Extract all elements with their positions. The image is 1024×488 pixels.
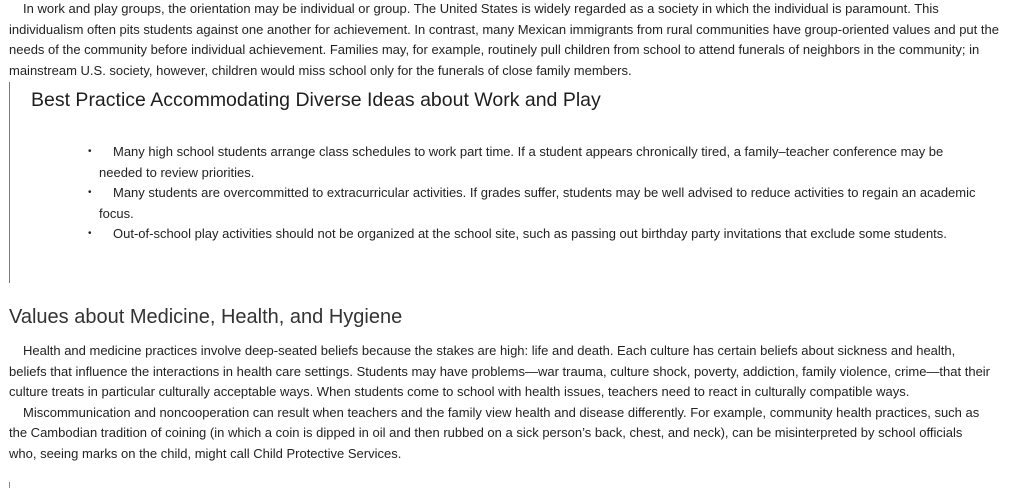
list-item-text: Many students are overcommitted to extracurricular activities. If grades suffer, students may be well advised to reduce activities to regain an academic focus. xyxy=(99,185,976,221)
list-item-text: Many high school students arrange class schedules to work part time. If a student appears chronically tired, a family–teacher conference may be needed to review priorities. xyxy=(99,144,944,180)
intro-paragraph: In work and play groups, the orientation may be individual or group. The United States is widely regarded as a society in which the individual is paramount. This individualism often pits students against one another for achievement. In contrast, many Mexican immigrants from rural communities have group-oriented values and put the needs of the community before individual achievement. Families may, for example, routinely pull children from school to attend funerals of neighbors in the community; in mainstream U.S. society, however, children would miss school only for the funerals of close family members. xyxy=(9,1,999,78)
section-body xyxy=(0,341,1004,464)
bullet-icon: • xyxy=(88,146,92,157)
list-item-text: Out-of-school play activities should not be organized at the school site, such as passing out birthday party invitations that exclude some students. xyxy=(113,226,947,241)
best-practice-callout xyxy=(9,82,1000,283)
list-item xyxy=(88,183,984,224)
section-paragraph: Health and medicine practices involve deep-seated beliefs because the stakes are high: life and death. Each culture has certain beliefs about sickness and health, beliefs that influence the interactions in health care settings. Students may have problems—war trauma, culture shock, poverty, addiction, family violence, crime—that their culture treats in particular culturally acceptable ways. When students come to school with health issues, teachers need to react in culturally compatible ways. xyxy=(9,343,991,399)
best-practice-list xyxy=(88,142,984,245)
best-practice-title: Best Practice Accommodating Diverse Ideas about Work and Play xyxy=(31,89,601,111)
section-heading: Values about Medicine, Health, and Hygiene xyxy=(9,306,403,328)
bullet-icon: • xyxy=(88,187,92,198)
list-item xyxy=(88,224,984,245)
text-cursor xyxy=(9,482,10,488)
section-paragraph: Miscommunication and noncooperation can result when teachers and the family view health and disease differently. For example, community health practices, such as the Cambodian tradition of coining (in which a coin is dipped in oil and then rubbed on a sick person’s back, chest, and neck), can be misinterpreted by school officials who, seeing marks on the child, might call Child Protective Services. xyxy=(9,404,980,461)
list-item xyxy=(88,142,984,183)
bullet-icon: • xyxy=(88,228,92,239)
